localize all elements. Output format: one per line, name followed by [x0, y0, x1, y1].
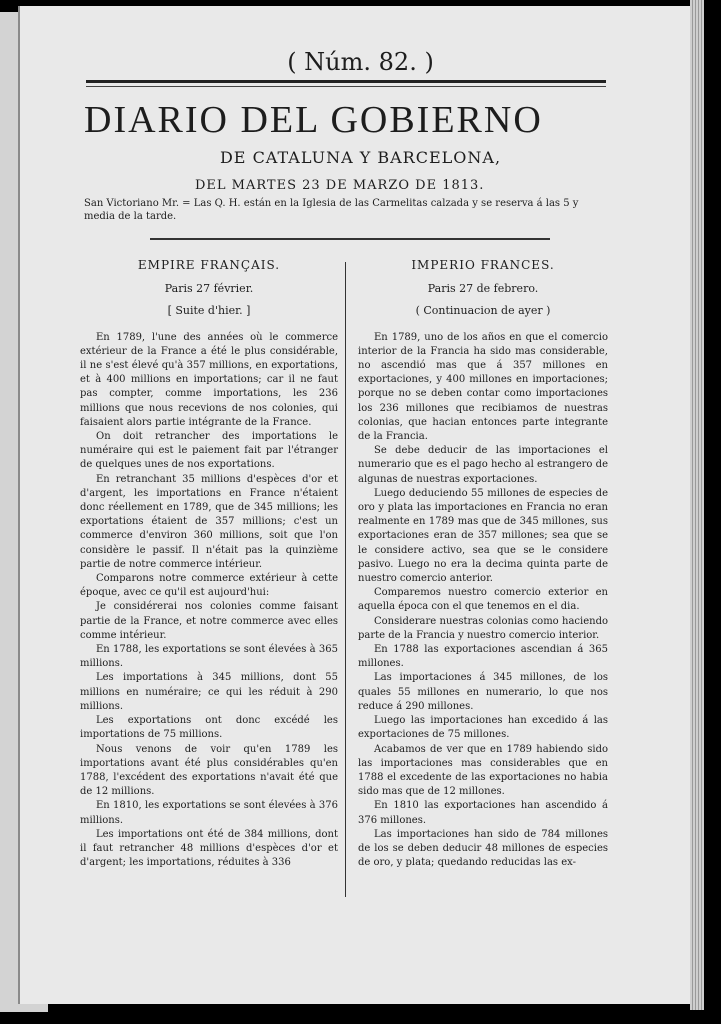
column-divider: [345, 262, 346, 897]
masthead-subtitle: DE CATALUNA Y BARCELONA,: [219, 148, 502, 167]
issue-number: ( Núm. 82. ): [287, 48, 434, 76]
saint-notice: San Victoriano Mr. = Las Q. H. están en la Iglesia de las Carmelitas calzada y se reserva á las 5 y media de la tarde.: [84, 198, 579, 222]
spanish-paragraph: Luego las importaciones han excedido á las exportaciones de 75 millones.: [358, 715, 608, 741]
french-continued: [ Suite d'hier. ]: [167, 304, 251, 318]
spanish-continued: ( Continuacion de ayer ): [415, 304, 551, 318]
french-paragraph: En 1810, les exportations se sont élevées à 376 millions.: [80, 800, 338, 826]
spanish-paragraph: En 1789, uno de los años en que el comercio interior de la Francia ha sido mas considerable, no ascendió mas que á 357 millones en exportaciones, y 400 millones en importaciones; porque no se deben contar como importaciones los 236 millones que recibiamos de nuestras colonias, que hacian entonces parte integrante de la Francia.: [358, 331, 608, 443]
french-dateline: Paris 27 février.: [164, 282, 254, 296]
french-column: [80, 258, 338, 870]
spanish-paragraph: En 1810 las exportaciones han ascendido á 376 millones.: [358, 800, 608, 826]
spanish-paragraph: Luego deduciendo 55 millones de especies de oro y plata las importaciones en Francia no eran realmente en 1789 mas que de 345 millones, sus exportaciones eran de 357 millones; sea que se le considere activo, sea que se le considere pasivo. Luego no era la decima quinta parte de nuestro comercio anterior.: [358, 487, 608, 585]
french-paragraph: Comparons notre commerce extérieur à cette époque, avec ce qu'il est aujourd'hui:: [80, 573, 338, 599]
spanish-heading: IMPERIO FRANCES.: [411, 258, 555, 272]
french-paragraph: Les importations ont été de 384 millions, dont il faut retrancher 48 millions d'espèces d'or et d'argent; les importations, réduites à 336: [80, 828, 338, 869]
header-divider: [150, 238, 550, 240]
french-paragraph: En 1788, les exportations se sont élevées à 365 millions.: [80, 644, 338, 670]
french-paragraph: En retranchant 35 millions d'espèces d'or et d'argent, les importations en France n'étaient donc réellement en 1789, que de 345 millions; les exportations étaient de 357 millions; c'est un commerce d'environ 360 millions, soit que l'on considère le passif. Il n'était pas la quinzième partie de notre commerce intérieur.: [80, 473, 338, 570]
spanish-paragraph: Comparemos nuestro comercio exterior en aquella época con el que tenemos en el dia.: [358, 587, 608, 613]
spanish-paragraph: Las importaciones á 345 millones, de los quales 55 millones en numerario, lo que nos reduce á 290 millones.: [358, 672, 608, 712]
spanish-dateline: Paris 27 de febrero.: [427, 282, 539, 296]
spanish-paragraph: Considerare nuestras colonias como haciendo parte de la Francia y nuestro comercio interior.: [358, 615, 608, 641]
french-paragraph: On doit retrancher des importations le numéraire qui est le paiement fait par l'étranger de quelques unes de nos exportations.: [80, 431, 338, 471]
spanish-paragraph: Las importaciones han sido de 784 millones de los se deben deducir 48 millones de especies de oro, y plata; quedando reducidas las ex-: [358, 828, 608, 869]
french-paragraph: Les importations à 345 millions, dont 55 millions en numéraire; ce qui les réduit à 290 millions.: [80, 672, 338, 712]
french-heading: EMPIRE FRANÇAIS.: [137, 258, 281, 272]
french-paragraph: Nous venons de voir qu'en 1789 les importations avant été plus considérables qu'en 1788, l'excédent des exportations n'avait été que de 12 millions.: [80, 743, 338, 798]
french-paragraph: En 1789, l'une des années où le commerce extérieur de la France a été le plus considérable, il ne s'est élevé qu'à 357 millions, en exportations, et à 400 millions en importations; car il ne faut pas compter, comme importations, les 236 millions que nous recevions de nos colonies, qui faisaient alors partie intégrante de la France.: [80, 331, 338, 428]
masthead-title: DIARIO DEL GOBIERNO: [84, 99, 543, 141]
french-paragraph: Les exportations ont donc excédé les importations de 75 millions.: [80, 715, 338, 741]
spanish-paragraph: En 1788 las exportaciones ascendian á 365 millones.: [358, 644, 608, 670]
spanish-paragraph: Se debe deducir de las importaciones el numerario que es el pago hecho al estrangero de algunas de nuestras exportaciones.: [358, 445, 608, 485]
spanish-paragraph: Acabamos de ver que en 1789 habiendo sido las importaciones mas considerables que en 1788 el excedente de las exportaciones no habia sido mas que de 12 millones.: [358, 743, 608, 798]
top-rule-thin: [86, 86, 606, 87]
top-rule: [86, 80, 606, 83]
french-paragraph: Je considérerai nos colonies comme faisant partie de la France, et notre commerce avec elles comme intérieur.: [80, 601, 338, 641]
issue-date: DEL MARTES 23 DE MARZO DE 1813.: [195, 178, 485, 193]
spanish-column: [358, 258, 608, 870]
